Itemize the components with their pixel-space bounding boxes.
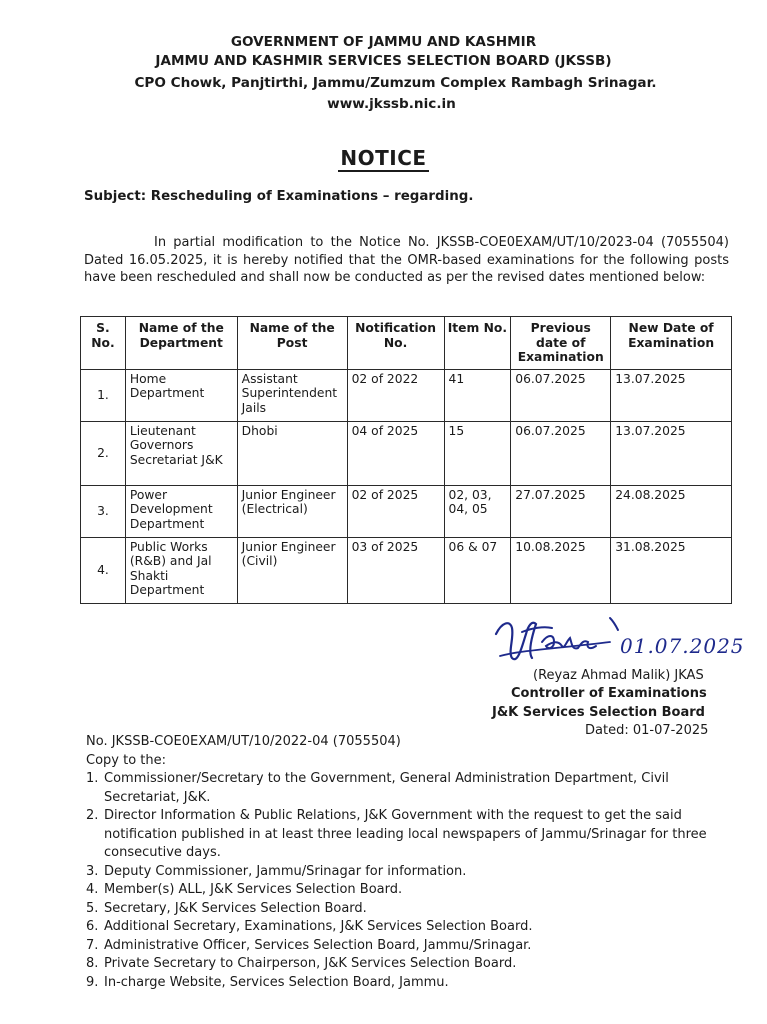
cell-notification: 04 of 2025 <box>347 421 444 485</box>
copy-to-list <box>86 770 736 992</box>
cell-previous-date: 10.08.2025 <box>511 537 611 603</box>
cell-previous-date: 06.07.2025 <box>511 369 611 421</box>
list-item <box>86 974 736 993</box>
cell-notification: 02 of 2022 <box>347 369 444 421</box>
header-item: Item No. <box>444 317 511 370</box>
list-item-number: 8. <box>86 956 99 971</box>
table-row <box>81 485 732 537</box>
officer-designation: Controller of Examinations <box>511 686 707 701</box>
list-item <box>86 863 736 882</box>
list-item-number: 5. <box>86 900 99 916</box>
cell-item: 41 <box>444 369 511 421</box>
table-row <box>81 369 732 421</box>
cell-department: Public Works (R&B) and Jal Shakti Department <box>125 537 237 603</box>
cell-post: Junior Engineer (Electrical) <box>237 485 347 537</box>
header-website: www.jkssb.nic.in <box>327 96 456 112</box>
header-notification: Notification No. <box>347 317 444 370</box>
subject-line: Subject: Rescheduling of Examinations – regarding. <box>84 189 474 204</box>
header-post: Name of the Post <box>237 317 347 370</box>
table-header-row <box>81 317 732 370</box>
cell-new-date: 24.08.2025 <box>611 485 732 537</box>
list-item-text: In-charge Website, Services Selection Board, Jammu. <box>104 974 449 990</box>
list-item-text: Additional Secretary, Examinations, J&K Services Selection Board. <box>104 919 533 934</box>
reference-number: No. JKSSB-COE0EXAM/UT/10/2022-04 (7055504) <box>86 734 401 749</box>
list-item <box>86 881 736 900</box>
cell-sno: 4. <box>81 537 126 603</box>
cell-sno: 1. <box>81 369 126 421</box>
table-row <box>81 421 732 485</box>
list-item <box>86 918 736 937</box>
cell-new-date: 31.08.2025 <box>611 537 732 603</box>
list-item <box>86 955 736 974</box>
cell-department: Home Department <box>125 369 237 421</box>
list-item-text: Member(s) ALL, J&K Services Selection Board. <box>104 882 403 897</box>
cell-item: 02, 03, 04, 05 <box>444 485 511 537</box>
copy-to-label: Copy to the: <box>86 753 167 768</box>
cell-notification: 02 of 2025 <box>347 485 444 537</box>
list-item <box>86 770 736 807</box>
notice-title <box>0 146 767 170</box>
cell-post: Assistant Superintendent Jails <box>237 369 347 421</box>
list-item-text: Deputy Commissioner, Jammu/Srinagar for information. <box>104 863 467 879</box>
header-address: CPO Chowk, Panjtirthi, Jammu/Zumzum Complex Rambagh Srinagar. <box>134 75 657 91</box>
list-item <box>86 900 736 919</box>
list-item-text: Director Information & Public Relations, J&K Government with the request to get the said notification published in at least three leading local newspapers of Jammu/Srinagar for three consecutive days. <box>104 808 707 860</box>
list-item-number: 2. <box>86 808 99 823</box>
list-item-number: 9. <box>86 974 99 990</box>
cell-notification: 03 of 2025 <box>347 537 444 603</box>
cell-new-date: 13.07.2025 <box>611 421 732 485</box>
list-item-number: 6. <box>86 919 99 934</box>
list-item-number: 7. <box>86 937 99 953</box>
officer-name: (Reyaz Ahmad Malik) JKAS <box>533 668 704 683</box>
list-item-number: 3. <box>86 863 99 879</box>
cell-sno: 3. <box>81 485 126 537</box>
handwritten-signature <box>492 612 627 670</box>
list-item-text: Administrative Officer, Services Selection Board, Jammu/Srinagar. <box>104 937 532 953</box>
header-department: Name of the Department <box>125 317 237 370</box>
cell-department: Power Development Department <box>125 485 237 537</box>
header-board-name: JAMMU AND KASHMIR SERVICES SELECTION BOARD (JKSSB) <box>155 53 612 69</box>
list-item-number: 4. <box>86 882 99 897</box>
notice-title-text: NOTICE <box>340 146 427 170</box>
table-row <box>81 537 732 603</box>
list-item-text: Secretary, J&K Services Selection Board. <box>104 900 367 916</box>
paragraph-text: In partial modification to the Notice No. JKSSB-COE0EXAM/UT/10/2023-04 (7055504) Dated 16.05.2025, it is hereby notified that the OMR-based examinations for the following posts have been rescheduled and shall now be conducted as per the revised dates mentioned below: <box>84 235 729 285</box>
cell-previous-date: 27.07.2025 <box>511 485 611 537</box>
list-item <box>86 807 736 863</box>
list-item <box>86 937 736 956</box>
cell-previous-date: 06.07.2025 <box>511 421 611 485</box>
header-new-date: New Date of Examination <box>611 317 732 370</box>
cell-sno: 2. <box>81 421 126 485</box>
signature-handwritten-date: 01.07.2025 <box>620 634 745 658</box>
cell-department: Lieutenant Governors Secretariat J&K <box>125 421 237 485</box>
schedule-table <box>80 316 732 604</box>
header-sno: S. No. <box>81 317 126 370</box>
cell-item: 15 <box>444 421 511 485</box>
cell-post: Junior Engineer (Civil) <box>237 537 347 603</box>
signature-dated: Dated: 01-07-2025 <box>585 723 709 738</box>
list-item-text: Commissioner/Secretary to the Government, General Administration Department, Civil Secretariat, J&K. <box>104 771 669 805</box>
list-item-text: Private Secretary to Chairperson, J&K Services Selection Board. <box>104 956 517 971</box>
list-item-number: 1. <box>86 771 99 786</box>
header-previous-date: Previous date of Examination <box>511 317 611 370</box>
notice-paragraph <box>84 234 729 287</box>
cell-new-date: 13.07.2025 <box>611 369 732 421</box>
header-government: GOVERNMENT OF JAMMU AND KASHMIR <box>230 34 537 50</box>
cell-post: Dhobi <box>237 421 347 485</box>
cell-item: 06 & 07 <box>444 537 511 603</box>
officer-organization: J&K Services Selection Board <box>492 705 705 720</box>
